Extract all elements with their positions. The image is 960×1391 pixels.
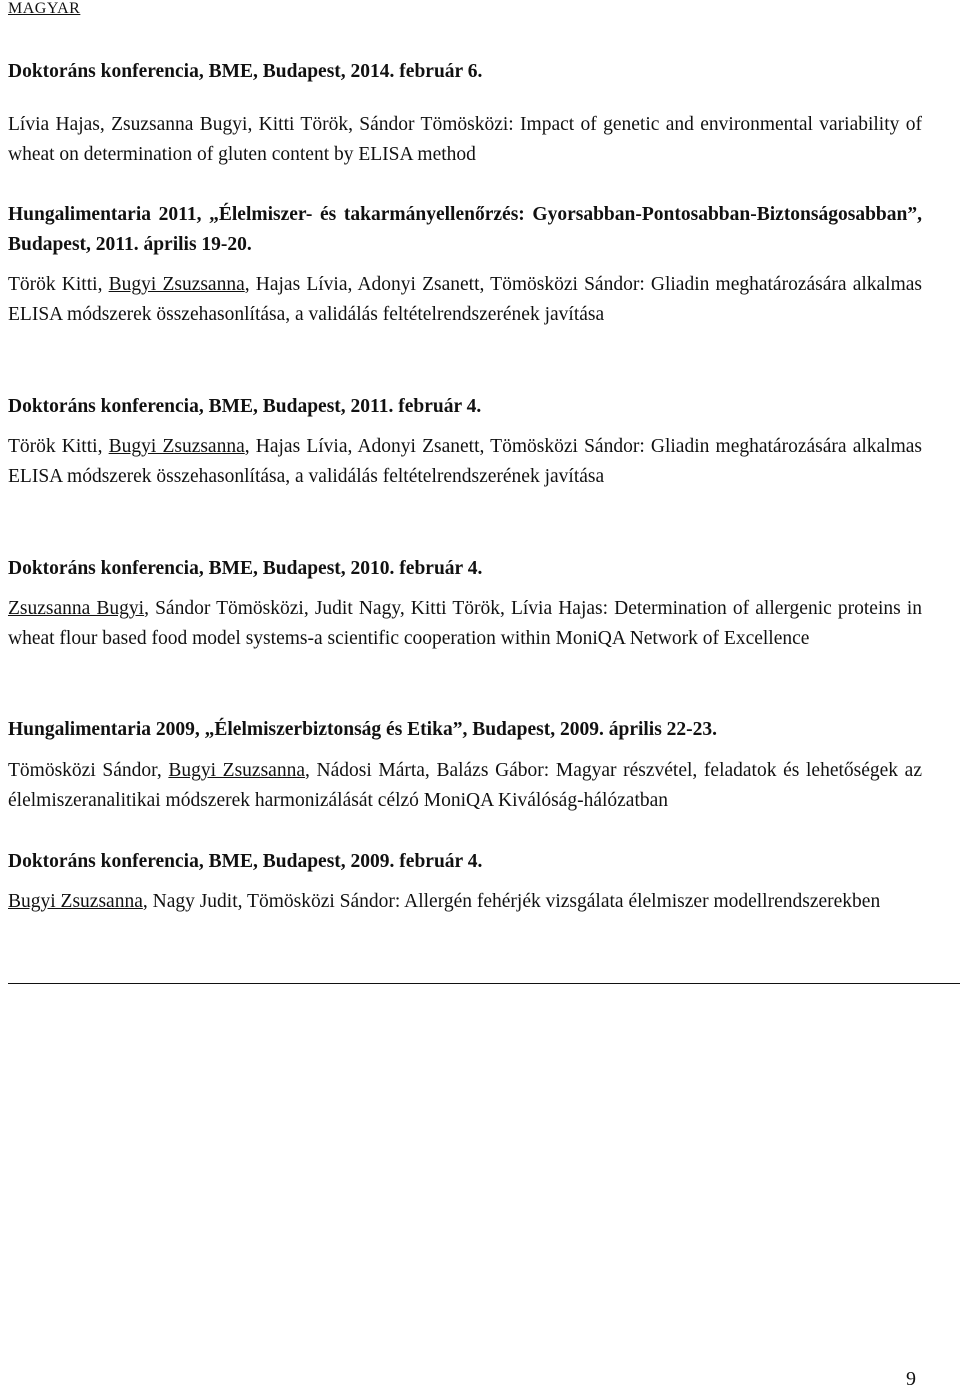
authors-after: , Nagy Judit, Tömösközi Sándor: Allergén fehérjék vizsgálata élelmiszer modellrendszerekben	[142, 891, 881, 912]
page-number: 9	[906, 1368, 916, 1390]
publication-entry	[8, 594, 922, 654]
publication-entry	[8, 756, 922, 816]
publication-entry	[8, 887, 922, 917]
venue-heading: Hungalimentaria 2011, „Élelmiszer- és takarmányellenőrzés: Gyorsabban-Pontosabban-Biztonságosabban”, Budapest, 2011. április 19-20.	[8, 204, 922, 255]
publication-entry	[8, 110, 922, 170]
section-header: MAGYAR	[8, 0, 81, 17]
author-underlined: Zsuzsanna Bugyi	[8, 598, 145, 619]
author-underlined: Bugyi Zsuzsanna	[108, 436, 245, 457]
publication-entry	[8, 270, 922, 330]
author-underlined: Bugyi Zsuzsanna	[168, 760, 305, 781]
venue-heading: Doktoráns konferencia, BME, Budapest, 2014. február 6.	[8, 61, 483, 82]
authors-after: , Hajas Lívia, Adonyi Zsanett, Tömösközi Sándor: Gliadin meghatározására alkalmas ELISA módszerek összehasonlítása, a validálás feltételrendszerének javítása	[8, 436, 922, 487]
venue-heading: Doktoráns konferencia, BME, Budapest, 2011. február 4.	[8, 396, 482, 417]
venue-heading: Doktoráns konferencia, BME, Budapest, 2010. február 4.	[8, 558, 483, 579]
footer-divider	[8, 983, 960, 984]
authors-after: , Nádosi Márta, Balázs Gábor: Magyar részvétel, feladatok és lehetőségek az élelmiszeranalitikai módszerek harmonizálását célzó MoniQA Kiválóság-hálózatban	[8, 760, 922, 811]
publication-entry	[8, 432, 922, 492]
authors-before: Török Kitti,	[8, 274, 109, 295]
authors-before: Tömösközi Sándor,	[8, 760, 169, 781]
authors-after: , Sándor Tömösközi, Judit Nagy, Kitti Török, Lívia Hajas: Determination of allergenic proteins in wheat flour based food model systems-a scientific cooperation within MoniQA Network of Excellence	[8, 598, 922, 649]
authors-after: , Hajas Lívia, Adonyi Zsanett, Tömösközi Sándor: Gliadin meghatározására alkalmas ELISA módszerek összehasonlítása, a validálás feltételrendszerének javítása	[8, 274, 922, 325]
venue-heading: Doktoráns konferencia, BME, Budapest, 2009. február 4.	[8, 851, 483, 872]
author-underlined: Bugyi Zsuzsanna	[8, 891, 143, 912]
venue-heading: Hungalimentaria 2009, „Élelmiszerbiztonság és Etika”, Budapest, 2009. április 22-23.	[8, 719, 718, 740]
author-underlined: Bugyi Zsuzsanna	[108, 274, 245, 295]
authors-before: Török Kitti,	[8, 436, 109, 457]
entry-text: Lívia Hajas, Zsuzsanna Bugyi, Kitti Török, Sándor Tömösközi: Impact of genetic and environmental variability of wheat on determination of gluten content by ELISA method	[8, 114, 922, 165]
